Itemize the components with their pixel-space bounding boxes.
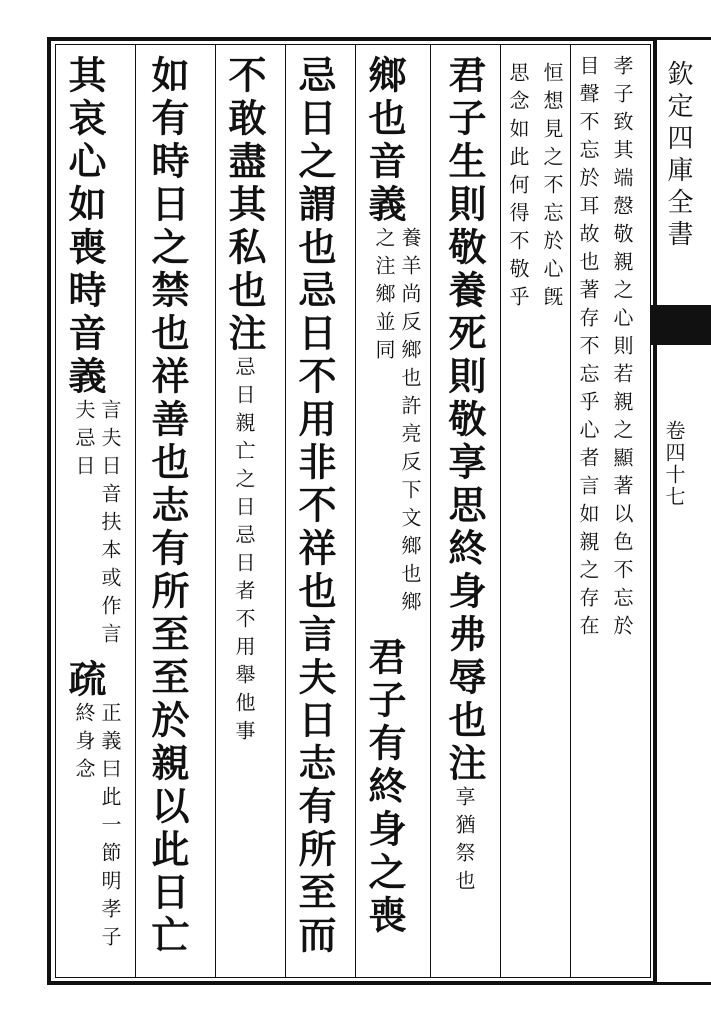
main-text: 鄉也音義	[362, 55, 407, 227]
column-rule	[430, 44, 431, 978]
annotation-text: 享猶祭也	[452, 786, 476, 898]
text-column-4: 思念如此何得不敬乎	[506, 62, 530, 314]
fishtail-mark	[651, 305, 711, 345]
column-rule	[285, 44, 286, 978]
volume-number: 卷四十七	[662, 420, 686, 508]
text-column-3: 恒想見之不忘於心旣	[540, 62, 564, 314]
column-rule	[500, 44, 501, 978]
main-text: 疏	[62, 659, 107, 702]
annotation-text: 養羊尚反鄉也許亮反下文鄉也鄉之注鄉並同	[372, 227, 422, 619]
text-column-1: 孝子致其端慤敬親之心則若親之顯著以色不忘於	[610, 55, 634, 643]
text-column-2: 目聲不忘於耳故也著存不忘乎心者言如親之存在	[576, 55, 600, 643]
text-column-8	[222, 55, 267, 748]
book-title: 欽定四庫全書	[663, 60, 693, 252]
column-rule	[570, 44, 571, 978]
annotation-text: 言夫日音扶本或作言夫忌日	[72, 399, 122, 651]
text-column-10	[62, 55, 123, 962]
annotation-text: 正義曰此一節明孝子終身念	[72, 702, 122, 954]
text-column-9: 如有時日之禁也祥善也志有所至至於親以此日亡	[145, 55, 190, 958]
main-text: 君子有終身之喪	[362, 637, 407, 938]
text-column-7: 忌日之謂也忌日不用非不祥也言夫日志有所至而	[292, 55, 337, 958]
main-text: 不敢盡其私也注	[222, 55, 267, 356]
column-rule	[215, 44, 216, 978]
annotation-text: 忌日親亡之日忌日者不用舉他事	[232, 356, 256, 748]
main-text: 其哀心如喪時音義	[62, 55, 107, 399]
column-rule	[135, 44, 136, 978]
main-text: 君子生則敬養死則敬享思終身弗辱也注	[442, 55, 487, 786]
text-column-6	[362, 55, 423, 938]
column-rule	[355, 44, 356, 978]
text-column-5	[442, 55, 487, 898]
